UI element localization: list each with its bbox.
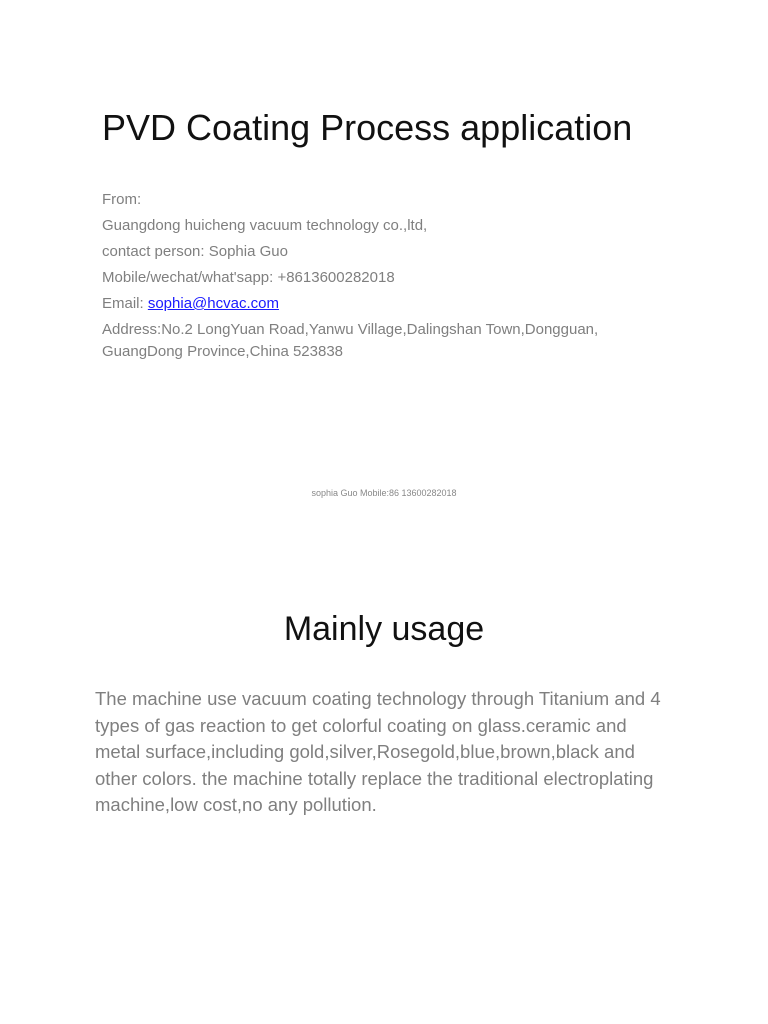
page-title: PVD Coating Process application	[102, 107, 633, 148]
section-body: The machine use vacuum coating technology through Titanium and 4 types of gas reaction to get colorful coating on glass.ceramic and metal surface,including gold,silver,Rosegold,blue,brown,black and other colors. the machine totally replace the traditional electroplating machine,low cost,no any pollution.	[95, 688, 661, 815]
from-label: From:	[102, 191, 142, 208]
email-link[interactable]: sophia@hcvac.com	[147, 295, 279, 312]
mobile-number: Mobile/wechat/what'sapp: +8613600282018	[102, 269, 395, 286]
section-title: Mainly usage	[283, 610, 485, 648]
address: Address:No.2 LongYuan Road,Yanwu Village,Dalingshan Town,Dongguan, GuangDong Province,China 523838	[102, 321, 599, 360]
email-line	[102, 291, 662, 317]
contact-person: contact person: Sophia Guo	[102, 243, 288, 260]
email-label: Email:	[102, 295, 148, 312]
footer-note: sophia Guo Mobile:86 13600282018	[311, 488, 457, 498]
company-name: Guangdong huicheng vacuum technology co.,ltd,	[102, 217, 428, 234]
contact-block	[102, 187, 662, 363]
